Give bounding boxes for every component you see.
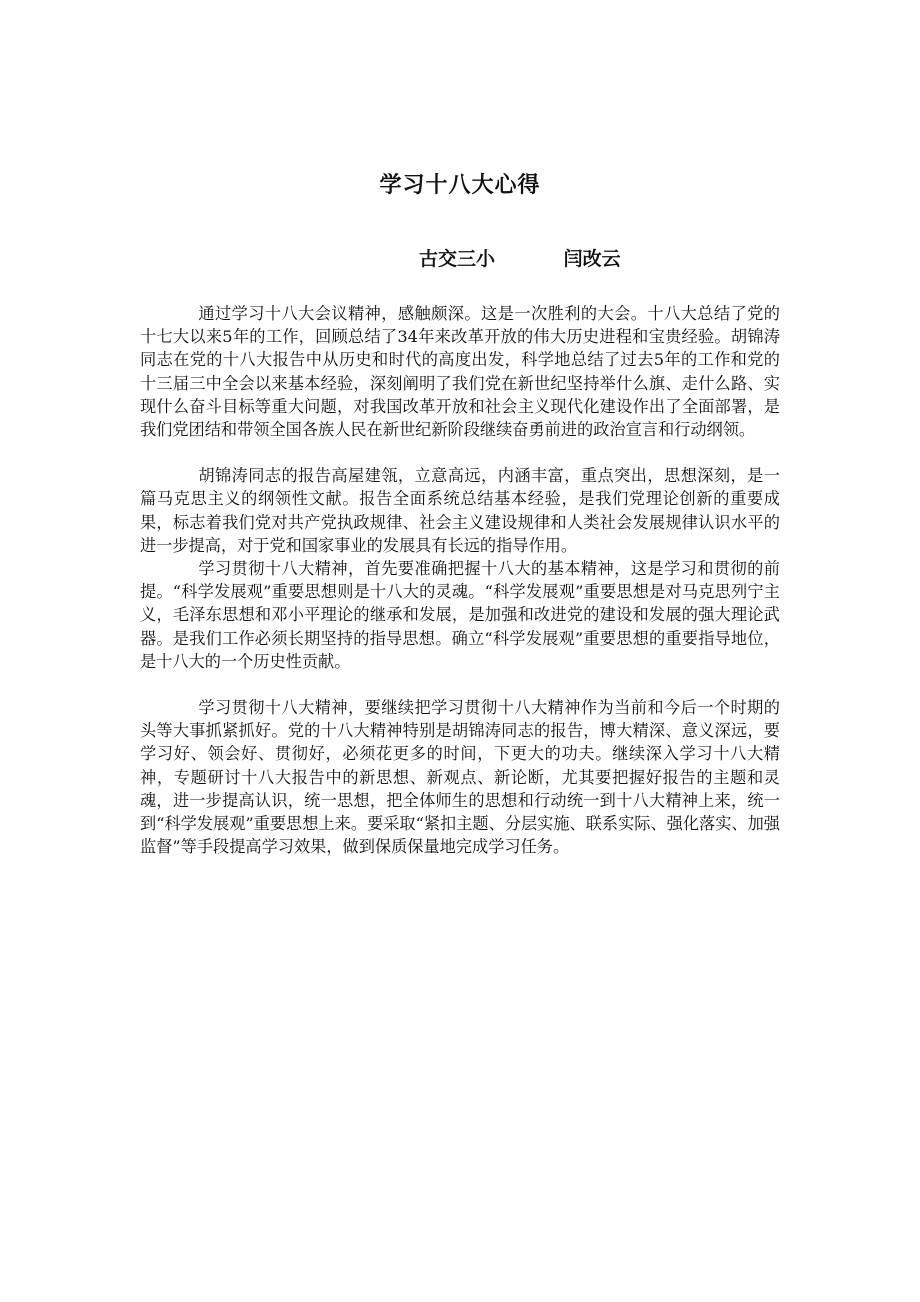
paragraph-4: 学习贯彻十八大精神，要继续把学习贯彻十八大精神作为当前和今后一个时期的头等大事抓紧抓好。党的十八大精神特别是胡锦涛同志的报告，博大精深、意义深远，要学习好、领会好、贯彻好，必须花更多的时间，下更大的功夫。继续深入学习十八大精神，专题研讨十八大报告中的新思想、新观点、新论断，尤其要把握好报告的主题和灵魂，进一步提高认识，统一思想，把全体师生的思想和行动统一到十八大精神上来，统一到“科学发展观”重要思想上来。要采取“紧扣主题、分层实施、联系实际、强化落实、加强监督”等手段提高学习效果，做到保质保量地完成学习任务。	[140, 698, 780, 857]
document-title: 学习十八大心得	[379, 173, 541, 198]
author-name: 闫改云	[563, 248, 621, 270]
paragraph-3: 学习贯彻十八大精神，首先要准确把握十八大的基本精神，这是学习和贯彻的前提。“科学发展观”重要思想则是十八大的灵魂。“科学发展观”重要思想是对马克思列宁主义，毛泽东思想和邓小平理论的继承和发展，是加强和改进党的建设和发展的强大理论武器。是我们工作必须长期坚持的指导思想。确立“科学发展观”重要思想的重要指导地位，是十八大的一个历史性贡献。	[140, 559, 780, 671]
byline	[419, 244, 621, 271]
document-body	[140, 302, 780, 858]
paragraph-1: 通过学习十八大会议精神，感触颇深。这是一次胜利的大会。十八大总结了党的十七大以来5年的工作，回顾总结了34年来改革开放的伟大历史进程和宝贵经验。胡锦涛同志在党的十八大报告中从历史和时代的高度出发，科学地总结了过去5年的工作和党的十三届三中全会以来基本经验，深刻阐明了我们党在新世纪坚持举什么旗、走什么路、实现什么奋斗目标等重大问题，对我国改革开放和社会主义现代化建设作出了全面部署，是我们党团结和带领全国各族人民在新世纪新阶段继续奋勇前进的政治宣言和行动纲领。	[140, 304, 780, 440]
school-name: 古交三小	[419, 248, 496, 270]
paragraph-2: 胡锦涛同志的报告高屋建瓴，立意高远，内涵丰富，重点突出，思想深刻，是一篇马克思主义的纲领性文献。报告全面系统总结基本经验，是我们党理论创新的重要成果，标志着我们党对共产党执政规律、社会主义建设规律和人类社会发展规律认识水平的进一步提高，对于党和国家事业的发展具有长远的指导作用。	[140, 466, 780, 555]
